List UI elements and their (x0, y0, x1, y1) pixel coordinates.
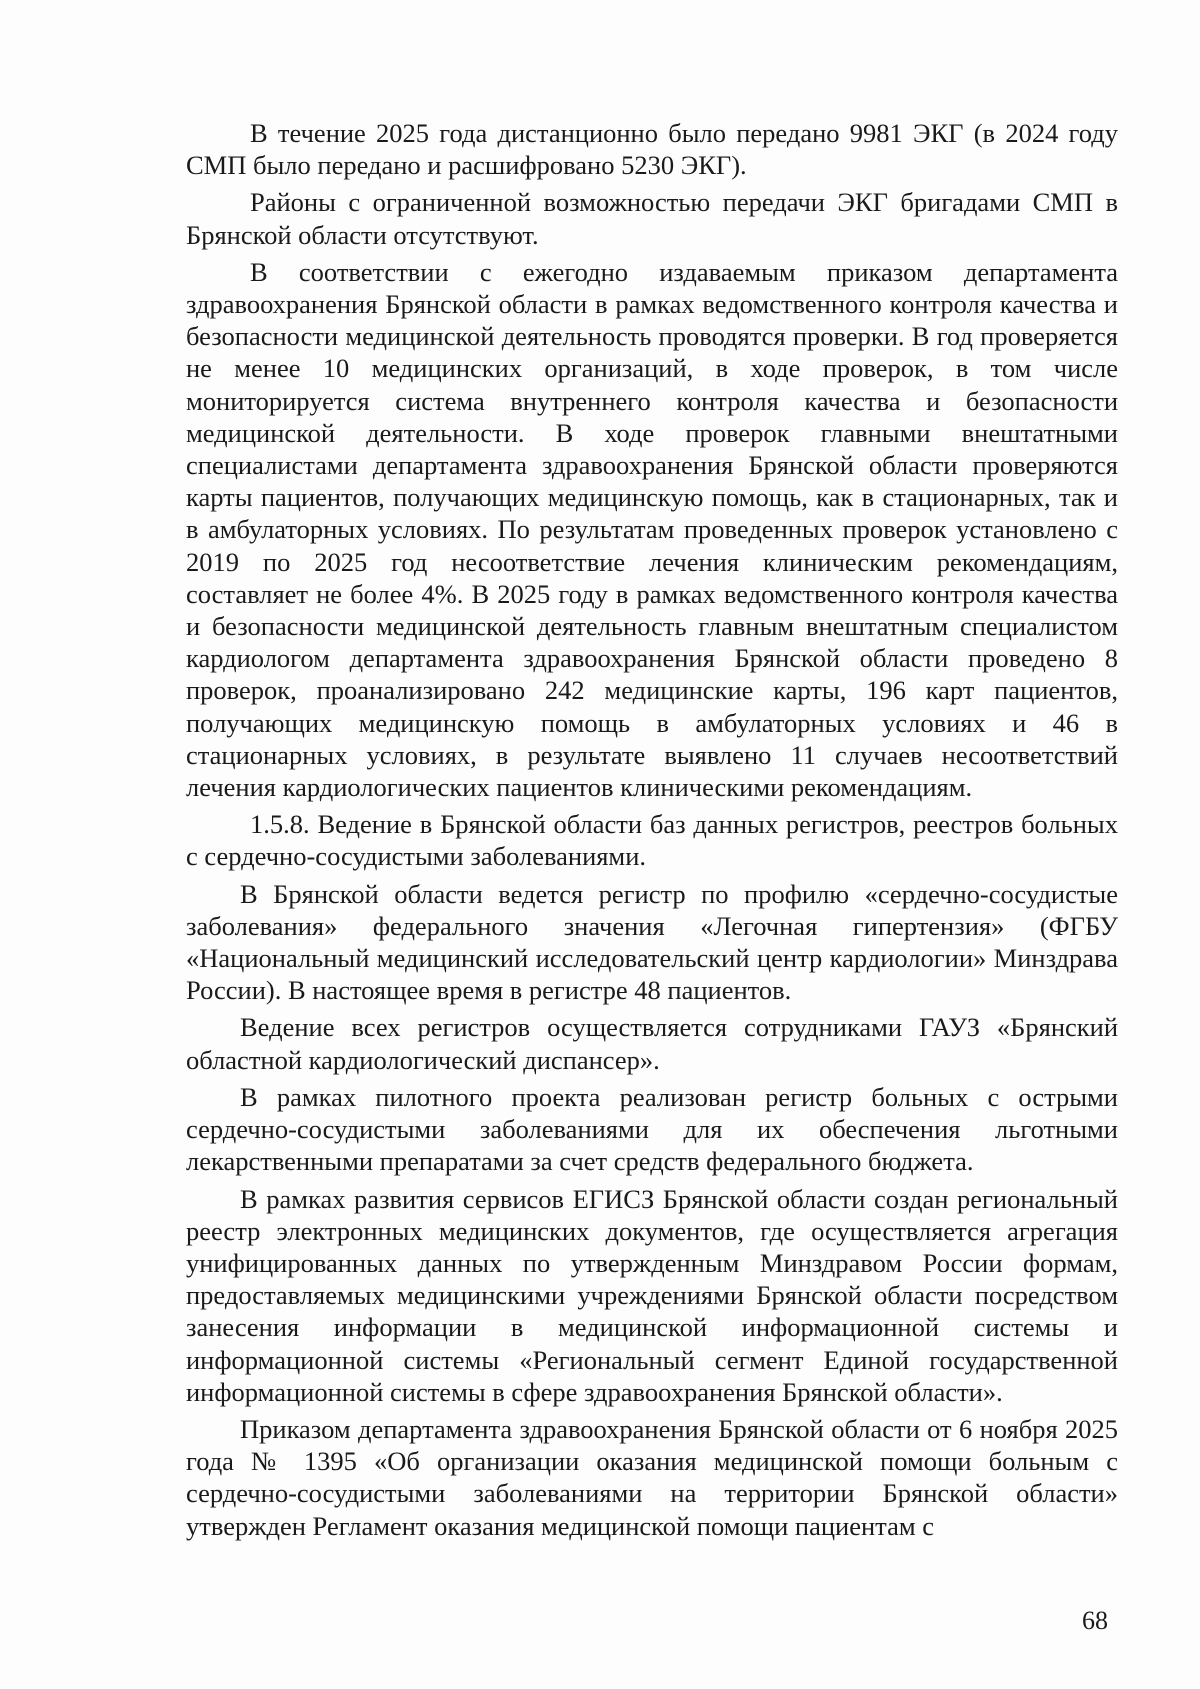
paragraph-pilot-registry: В рамках пилотного проекта реализован регистр больных с острыми сердечно-сосудистыми заболеваниями для их обеспечения льготными лекарственными препаратами за счет средств федерального бюджета. (186, 1081, 1118, 1177)
paragraph-ecg-districts: Районы с ограниченной возможностью передачи ЭКГ бригадами СМП в Брянской области отсутствуют. (186, 187, 1118, 250)
section-heading-1-5-8: 1.5.8. Ведение в Брянской области баз данных регистров, реестров больных с сердечно-сосудистыми заболеваниями. (186, 809, 1118, 872)
paragraph-ecg-transmission: В течение 2025 года дистанционно было передано 9981 ЭКГ (в 2024 году СМП было передано и расшифровано 5230 ЭКГ). (186, 118, 1118, 181)
paragraph-egisz-registry: В рамках развития сервисов ЕГИСЗ Брянской области создан региональный реестр электронных медицинских документов, где осуществляется агрегация унифицированных данных по утвержденным Минздравом России формам, предоставляемых медицинскими учреждениями Брянской области посредством занесения информации в медицинской информационной системы и информационной системы «Региональный сегмент Единой государственной информационной системы в сфере здравоохранения Брянской области». (186, 1183, 1118, 1407)
paragraph-registry-hypertension: В Брянской области ведется регистр по профилю «сердечно-сосудистые заболевания» федерального значения «Легочная гипертензия» (ФГБУ «Национальный медицинский исследовательский центр кардиологии» Минздрава России). В настоящее время в регистре 48 пациентов. (186, 878, 1118, 1006)
paragraph-order-1395: Приказом департамента здравоохранения Брянской области от 6 ноября 2025 года № 1395 «Об организации оказания медицинской помощи больным с сердечно-сосудистыми заболеваниями на территории Брянской области» утвержден Регламент оказания медицинской помощи пациентам с (186, 1413, 1118, 1541)
page-number: 68 (1082, 1606, 1108, 1635)
paragraph-registry-maintenance: Ведение всех регистров осуществляется сотрудниками ГАУЗ «Брянский областной кардиологический диспансер». (186, 1012, 1118, 1075)
document-body (186, 117, 1118, 1547)
paragraph-quality-control: В соответствии с ежегодно издаваемым приказом департамента здравоохранения Брянской области в рамках ведомственного контроля качества и безопасности медицинской деятельность проводятся проверки. В год проверяется не менее 10 медицинских организаций, в ходе проверок, в том числе мониторируется система внутреннего контроля качества и безопасности медицинской деятельности. В ходе проверок главными внештатными специалистами департамента здравоохранения Брянской области проверяются карты пациентов, получающих медицинскую помощь, как в стационарных, так и в амбулаторных условиях. По результатам проведенных проверок установлено с 2019 по 2025 год несоответствие лечения клиническим рекомендациям, составляет не более 4%. В 2025 году в рамках ведомственного контроля качества и безопасности медицинской деятельность главным внештатным специалистом кардиологом департамента здравоохранения Брянской области проведено 8 проверок, проанализировано 242 медицинские карты, 196 карт пациентов, получающих медицинскую помощь в амбулаторных условиях и 46 в стационарных условиях, в результате выявлено 11 случаев несоответствий лечения кардиологических пациентов клиническими рекомендациям. (186, 256, 1118, 803)
